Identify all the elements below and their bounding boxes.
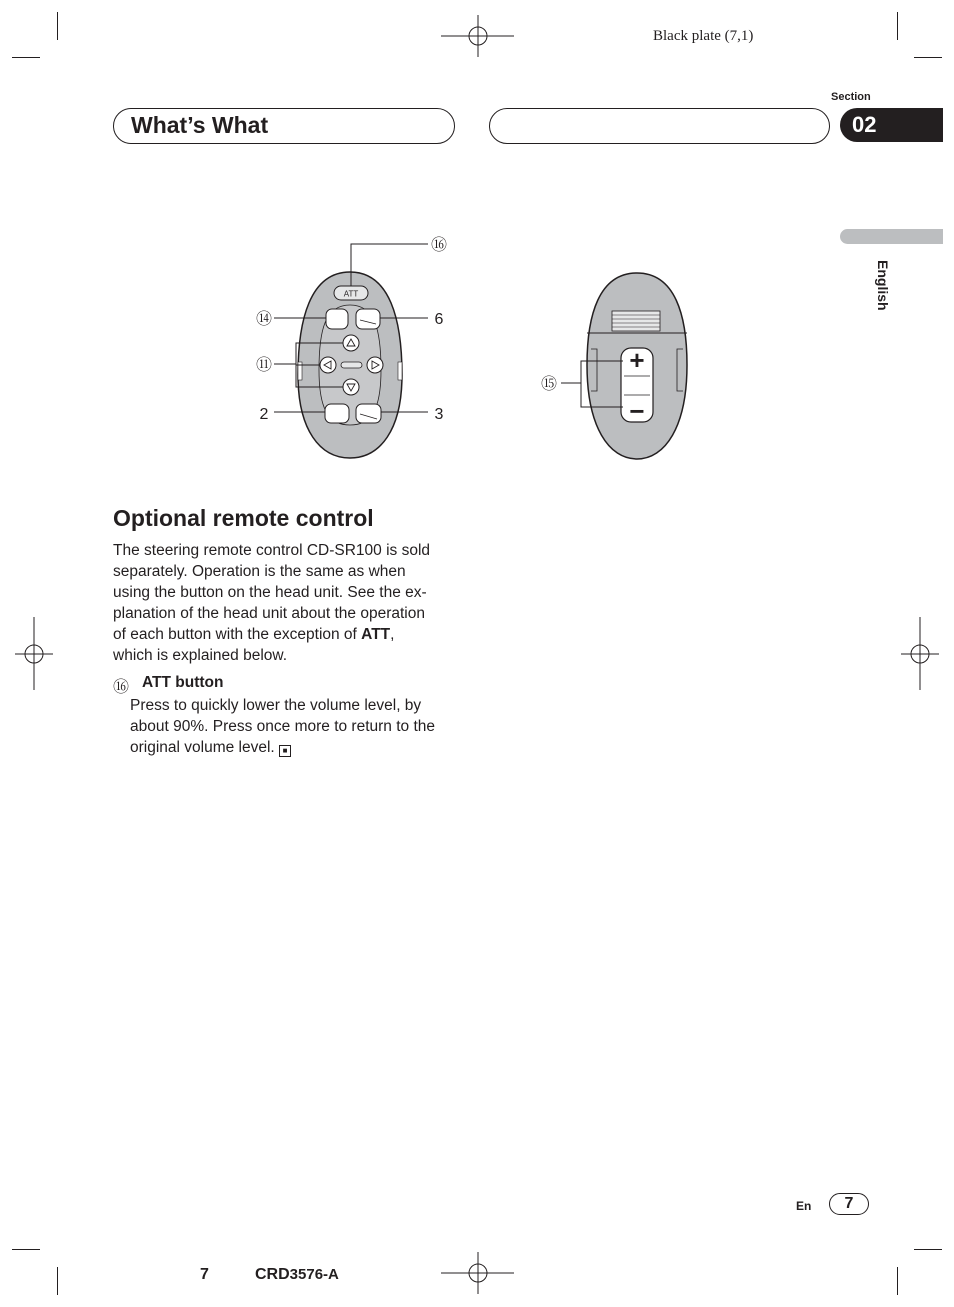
section-number-tab xyxy=(840,108,943,142)
end-mark-icon: ■ xyxy=(279,745,291,757)
language-tab-bar xyxy=(840,229,943,244)
section-number: 02 xyxy=(852,112,877,137)
callout-3: 3 xyxy=(434,406,444,423)
intro-line-5-comma: , xyxy=(390,626,395,643)
item-title: ATT button xyxy=(142,674,224,691)
callout-11: ⑪ xyxy=(255,357,273,374)
button-6-shape xyxy=(356,309,380,329)
footer-page-number: 7 xyxy=(829,1193,869,1215)
intro-line-6: which is explained below. xyxy=(113,647,288,664)
language-tab-label: English xyxy=(875,260,891,311)
callout-15: ⑮ xyxy=(540,376,558,393)
intro-line-1: The steering remote control CD-SR100 is sold xyxy=(113,542,431,559)
volume-minus-label: − xyxy=(629,396,645,426)
intro-line-5-text: of each button with the exception of xyxy=(113,626,362,643)
section-title: What’s What xyxy=(131,112,269,138)
section-heading: Optional remote control xyxy=(113,505,374,531)
button-2-shape xyxy=(325,404,349,423)
intro-line-5 xyxy=(113,624,463,645)
att-emphasis: ATT xyxy=(361,626,391,643)
item-line-3-text: original volume level. xyxy=(130,739,275,756)
item-line-3 xyxy=(130,737,470,758)
item-line-2: about 90%. Press once more to return to the xyxy=(130,718,436,735)
item-number: ⑯ xyxy=(113,679,130,696)
callout-16: ⑯ xyxy=(430,237,448,254)
document-code xyxy=(255,1266,339,1284)
section-title-box-empty xyxy=(489,108,830,144)
remote-side-illustration xyxy=(535,265,695,465)
item-description xyxy=(130,695,470,758)
section-label: Section xyxy=(831,91,871,103)
document-code-prefix: CRD xyxy=(255,1266,290,1283)
callout-14: ⑭ xyxy=(255,311,273,328)
button-14-shape xyxy=(326,309,348,329)
document-code-suffix: 3576-A xyxy=(289,1266,339,1283)
down-button xyxy=(343,379,359,395)
intro-paragraph xyxy=(113,540,463,666)
footer-lang-code: En xyxy=(796,1199,812,1213)
intro-line-2: separately. Operation is the same as when xyxy=(113,563,406,580)
section-title-box xyxy=(113,108,455,144)
callout-2: 2 xyxy=(259,406,269,423)
callout-6: 6 xyxy=(434,311,444,328)
print-page-number: 7 xyxy=(200,1266,209,1283)
left-button xyxy=(320,357,336,373)
plate-label: Black plate (7,1) xyxy=(653,28,754,44)
right-button xyxy=(367,357,383,373)
volume-plus-label: + xyxy=(629,345,645,375)
att-label: ATT xyxy=(343,289,359,299)
intro-line-4: planation of the head unit about the operation xyxy=(113,605,425,622)
up-button xyxy=(343,335,359,351)
button-3-shape xyxy=(356,404,381,423)
item-line-1: Press to quickly lower the volume level, by xyxy=(130,697,422,714)
intro-line-3: using the button on the head unit. See the ex- xyxy=(113,584,427,601)
remote-control-illustration xyxy=(250,230,460,465)
